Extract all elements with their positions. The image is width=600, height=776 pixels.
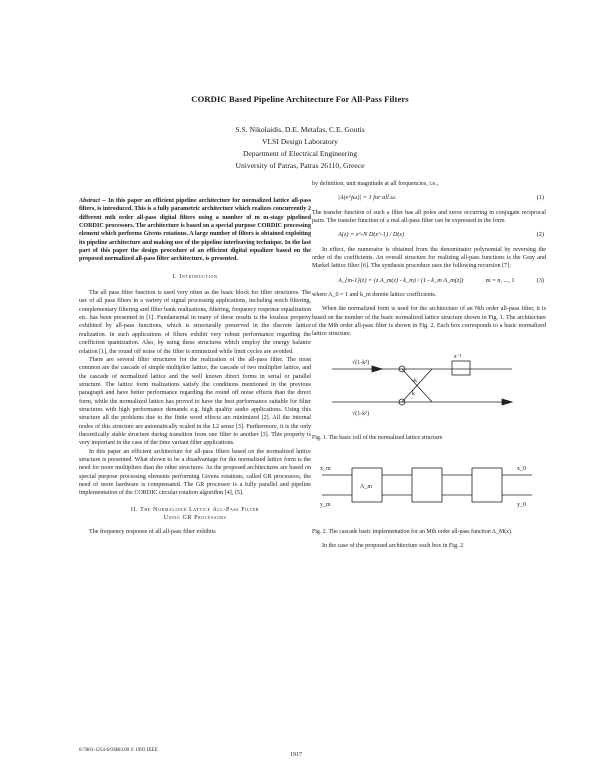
fig1-label-neg-k: -k xyxy=(412,377,417,384)
fig1-label-gain-1: √(1-k²) xyxy=(352,359,370,366)
fig1-delay-box xyxy=(452,361,470,375)
fig2-label-y0: y_0 xyxy=(517,502,526,509)
abstract-text: In this paper an efficient pipeline architecture for normalized lattice all-pass filters, is introduced. This is a fully parametric architecture which realizes concurrently 2 different mth order all-pass digital filters using a number of m m-stage pipelined CORDIC processors. The architecture is based on a special purpose CORDIC processing element which performs Givens rotations. A large number of filters is obtained exploiting its pipeline architecture and making use of the pipeline interleaving technique. In the last part of this paper the design procedure of an efficient digital equalizer based on the proposed normalized all-pass filter architecture, is presented. xyxy=(79,198,311,263)
abstract-label: Abstract -- xyxy=(79,198,107,204)
right-paragraph-6: In the case of the proposed architecture each box in Fig. 2 xyxy=(322,542,464,549)
equation-1-number: (1) xyxy=(536,194,544,202)
right-paragraph-5: When the normalized form is used for the architecture of an Nth order all-pass filter, it is based on the number of the basic normalized lattice structure shown in Fig. 1. The architecture of the Mth order all-pass filter is shown in Fig. 2. Each box corresponds to a basic normalized lattice structure. xyxy=(312,306,546,338)
equation-2-body: A(z) = z^-N D(z^-1) / D(z) xyxy=(338,231,405,239)
section-heading-line-1: II. The Normalized Lattice All-Pass Filter xyxy=(130,506,260,513)
fig2-block-2 xyxy=(412,468,442,502)
section-heading-normalized-lattice xyxy=(79,506,311,523)
fig1-label-k: k xyxy=(412,390,415,397)
department: Department of Electrical Engineering xyxy=(242,149,358,158)
equation-1 xyxy=(312,194,546,202)
section-heading-line-2: Using GR Processors xyxy=(163,515,227,522)
intro-paragraph-2: There are several filter structures for the realization of the all-pass filter. The most common are the cascade of simple multiplier lattice, the cascade of two multiplier lattice, and the cascade of normalized lattice and the well known direct forms in serial or parallel structure. The lattice form realizations satisfy the conditions mentioned in the previous paragraph and have better performance regarding the round off noise effects than the direct form, while the normalized lattice has proved to have the best performance suitable for filter structures with high performance demands e.g. high quality audio applications. Using this structure all the problems due to the finite word effects are minimized [2]. All the internal nodes of this structure are automatically scaled in the L2 sense [3]. Furthermore, it is the only theoretically stable structure during transition from one filter to another [3]. This property is very important in the case of the time variant filter applications. xyxy=(79,356,311,447)
university: University of Patras, Patras 26110, Greece xyxy=(235,161,365,170)
fig1-arrow-2 xyxy=(502,399,512,405)
section2-paragraph-1: The frequency response of all all-pass filter exhibits xyxy=(89,529,216,536)
author-block xyxy=(0,124,600,172)
abstract xyxy=(79,197,311,264)
equation-2-number: (2) xyxy=(536,231,544,239)
page-number: 1917 xyxy=(290,752,302,758)
figure-1-caption: Fig. 1. The basic cell of the normalized lattice structure. xyxy=(312,435,444,442)
equation-2 xyxy=(312,231,546,239)
figure-2-diagram xyxy=(312,450,546,520)
fig2-label-block: A_m xyxy=(360,484,372,491)
right-paragraph-1: by definition, unit magnitude at all frequencies, i.e., xyxy=(312,181,439,187)
right-column xyxy=(312,180,546,550)
left-column xyxy=(79,197,311,537)
figure-1 xyxy=(312,347,546,442)
figure-2 xyxy=(312,450,546,535)
right-paragraph-3: In effect, the numerator is obtained from the denominator polynomial by reversing the order of the coefficients. An overall structure for realizing all-pass functions is the Gray and Markel lattice filter [6]. The synthesis procedure uses the following recursion [7]: xyxy=(312,246,546,270)
equation-3-range: m = n, ..., 1 xyxy=(485,276,515,284)
fig1-label-gain-2: √(1-k²) xyxy=(352,410,370,417)
copyright-footer: 0-7803-1254-6/93$03.00 © 1993 IEEE xyxy=(79,748,158,753)
figure-1-diagram xyxy=(312,347,546,427)
figure-2-caption: Fig. 2. The cascade basic implementation for an Mth order all-pass function A_M(z). xyxy=(312,528,513,535)
right-paragraph-4: where A_0 = 1 and k_m denote lattice coefficients. xyxy=(312,292,437,299)
fig2-block-3 xyxy=(472,468,502,502)
section-heading-introduction: I. Introduction xyxy=(172,273,218,280)
right-paragraph-2: The transfer function of such a filter has all poles and zeros occurring in conjugate reciprocal pairs. The transfer function of a real all-pass filter can be expressed in the form xyxy=(312,209,546,225)
lab-name: VLSI Design Laboratory xyxy=(262,137,338,146)
authors: S.S. Nikolaidis, D.E. Metafas, C.E. Goutis xyxy=(235,125,365,134)
fig1-arrow-1 xyxy=(372,366,382,372)
fig2-label-xm: x_m xyxy=(320,466,331,473)
fig2-label-ym: y_m xyxy=(320,502,331,509)
intro-paragraph-1: The all pass filter function is used very often as the basic block for filter structures. The use of all pass filters in a variety of signal processing applications, including notch filtering, complementary filtering and filter bank realizations, filtering, frequency response equalization etc. has been presented in [1]. Fundamental in many of these results is the lossless property exhibited by all-pass functions, which is structurally preserved in the discrete lattice realization. In such applications of filters exhibit very robust performance regarding the coefficient quantization. Also, by using these structures which employ the energy balance relation [1], the round off noise of the filter is minimized while limit cycles are avoided. xyxy=(79,290,311,355)
intro-paragraph-3: In this paper an efficient architecture for all-pass filters based on the normalized lattice structure is presented. What shown to be a disadvantage for the normalized lattice form is the need for more multipliers than the other structures. As the proposed architectures are based on special purpose processing elements performing Givens rotations, called GR processors, the need of more hardware is compensated. The GR processor is a fully parallel and pipeline implementation of the CORDIC circular rotation algorithm [4], [5]. xyxy=(79,448,311,497)
fig1-label-delay: z⁻¹ xyxy=(454,353,462,360)
fig2-label-x0: x_0 xyxy=(517,466,526,473)
paper-title: CORDIC Based Pipeline Architecture For All-Pass Filters xyxy=(191,94,409,104)
equation-3 xyxy=(312,277,546,285)
equation-3-body: A_{m-1}(z) = (z A_m(z) - k_m) / (1 - k_m A_m(z)) xyxy=(338,276,464,284)
equation-1-body: |A(e^jω)| = 1 for all ω. xyxy=(338,194,397,202)
equation-3-number: (3) xyxy=(536,276,544,284)
